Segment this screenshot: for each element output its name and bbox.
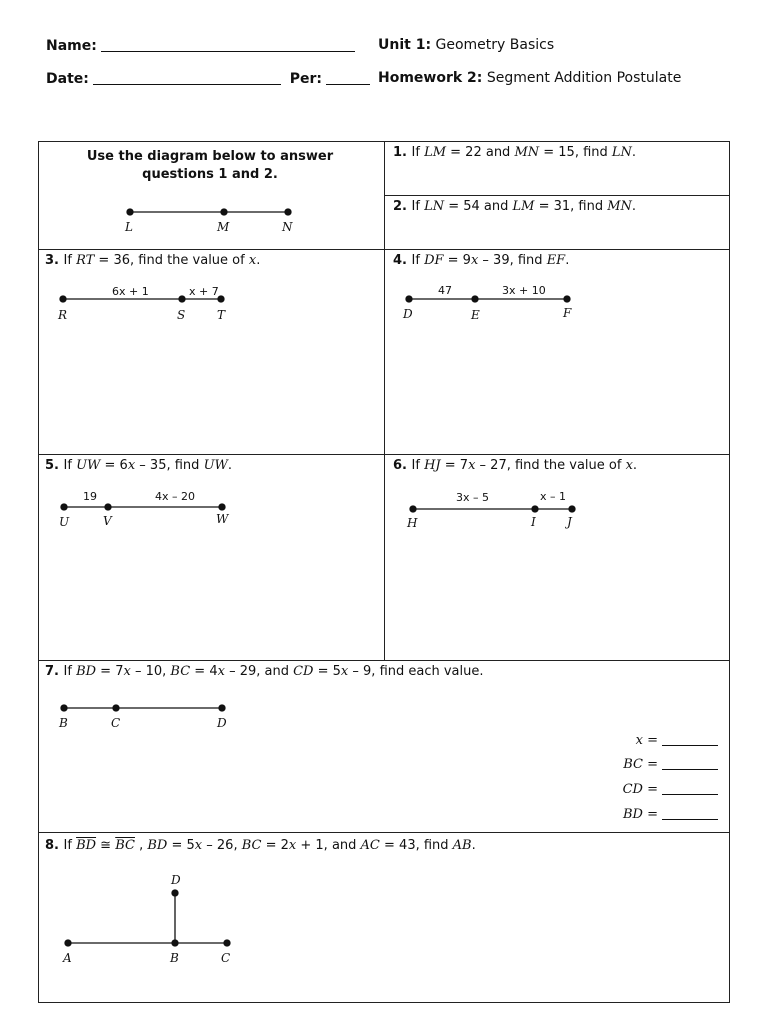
- point-S: [179, 296, 185, 302]
- point-C-q8: [224, 940, 230, 946]
- expr-VW: 4x – 20: [155, 490, 195, 503]
- point-D-q8: [172, 890, 178, 896]
- question-text: = 31, find: [534, 199, 608, 214]
- question-text: – 39, find: [478, 253, 547, 268]
- question-number: 1.: [393, 145, 412, 160]
- label-C: C: [111, 716, 121, 730]
- point-M: [221, 209, 227, 215]
- question-2: 2. If LN = 54 and LM = 31, find MN.: [393, 199, 637, 214]
- label-W: W: [216, 512, 229, 526]
- question-text: = 4: [190, 664, 218, 679]
- math-term: AB: [452, 838, 472, 853]
- math-term: x: [468, 458, 476, 473]
- math-term: EF: [546, 253, 566, 268]
- label-A: A: [63, 951, 72, 965]
- math-term: x: [248, 253, 257, 268]
- question-text: + 1, and: [296, 838, 361, 853]
- question-text: .: [631, 199, 637, 214]
- point-I: [532, 506, 538, 512]
- label-D: D: [403, 307, 413, 321]
- point-N: [285, 209, 291, 215]
- question-number: 2.: [393, 199, 412, 214]
- label-C-q8: C: [221, 951, 231, 965]
- per-label: Per:: [289, 71, 323, 87]
- math-term: AC: [360, 838, 380, 853]
- question-text: – 29, and: [224, 664, 294, 679]
- question-text: .: [227, 458, 233, 473]
- math-term: LM: [512, 199, 535, 214]
- question-text: = 5: [167, 838, 195, 853]
- math-term: BC: [241, 838, 262, 853]
- point-L: [127, 209, 133, 215]
- question-number: 8.: [45, 838, 64, 853]
- label-N: N: [282, 220, 293, 234]
- question-5: 5. If UW = 6x – 35, find UW.: [45, 458, 233, 473]
- math-term: x: [340, 664, 349, 679]
- math-term: MN: [514, 145, 540, 160]
- point-D-q7: [219, 705, 225, 711]
- homework-title: Segment Addition Postulate: [486, 70, 682, 86]
- point-E: [472, 296, 478, 302]
- label-J: J: [567, 515, 572, 529]
- label-M: M: [217, 220, 230, 234]
- answer-bd-blank[interactable]: [662, 807, 718, 820]
- label-R: R: [58, 308, 68, 322]
- label-H: H: [407, 516, 418, 530]
- question-text: = 15, find: [539, 145, 612, 160]
- label-D-q8: D: [171, 873, 181, 887]
- math-term: x: [470, 253, 479, 268]
- question-8: 8. If $\overline{BD}$ ≅ $\overline{BC}$ , BD = 5x – 26, BC = 2x + 1, and AC = 43, find AB.: [45, 838, 476, 853]
- question-text: = 5: [313, 664, 341, 679]
- point-V: [105, 504, 111, 510]
- label-V: V: [103, 514, 112, 528]
- math-term: LM: [424, 145, 447, 160]
- point-C: [113, 705, 119, 711]
- question-text: ≅: [96, 838, 116, 853]
- expr-IJ: x – 1: [540, 490, 567, 503]
- math-term: x: [288, 838, 297, 853]
- name-label: Name:: [46, 38, 97, 54]
- point-B-q8: [172, 940, 178, 946]
- question-text: .: [565, 253, 570, 268]
- point-H: [410, 506, 416, 512]
- expr-EF: 3x + 10: [502, 284, 546, 297]
- question-text: = 54 and: [444, 199, 513, 214]
- math-term: LN: [424, 199, 445, 214]
- question-text: = 2: [261, 838, 289, 853]
- point-B: [61, 705, 67, 711]
- point-A: [65, 940, 71, 946]
- homework-label: Homework 2:: [378, 70, 483, 86]
- math-term: CD: [293, 664, 314, 679]
- answer-bc-blank[interactable]: [662, 757, 718, 770]
- point-J: [569, 506, 575, 512]
- math-term: BD: [147, 838, 168, 853]
- label-T: T: [217, 308, 226, 322]
- question-text: – 27, find the value of: [475, 458, 626, 473]
- math-term: BC: [170, 664, 191, 679]
- question-text: – 26,: [202, 838, 242, 853]
- math-term: UW: [76, 458, 101, 473]
- label-D-q7: D: [217, 716, 227, 730]
- label-B-q8: B: [170, 951, 179, 965]
- question-text: = 9: [443, 253, 471, 268]
- math-term: RT: [76, 253, 95, 268]
- question-1: 1. If LM = 22 and MN = 15, find LN.: [393, 145, 637, 160]
- math-term: LN: [611, 145, 632, 160]
- expr-ST: x + 7: [189, 285, 219, 298]
- date-label: Date:: [46, 71, 89, 87]
- math-term: UW: [203, 458, 228, 473]
- question-text: – 35, find: [135, 458, 204, 473]
- question-text: .: [471, 838, 476, 853]
- point-U: [61, 504, 67, 510]
- answer-bd[interactable]: [623, 807, 718, 822]
- point-R: [60, 296, 66, 302]
- point-D: [406, 296, 412, 302]
- label-S: S: [177, 308, 186, 322]
- point-F: [564, 296, 570, 302]
- answer-x[interactable]: [636, 733, 718, 748]
- question-text: .: [632, 458, 638, 473]
- question-text: = 7: [96, 664, 124, 679]
- math-term: x: [194, 838, 203, 853]
- expr-RS: 6x + 1: [112, 285, 149, 298]
- expr-HI: 3x – 5: [456, 491, 489, 504]
- math-term: HJ: [424, 458, 441, 473]
- point-T: [218, 296, 224, 302]
- question-number: 7.: [45, 664, 64, 679]
- question-4: 4. If DF = 9x – 39, find EF.: [393, 253, 570, 268]
- question-text: – 9, find each value.: [348, 664, 484, 679]
- question-text: .: [631, 145, 637, 160]
- unit-label: Unit 1:: [378, 37, 432, 53]
- question-text: = 6: [100, 458, 128, 473]
- answer-x-label: x =: [635, 733, 658, 748]
- instructions: Use the diagram below to answer questions 1 and 2.: [86, 149, 334, 182]
- answer-bc[interactable]: [623, 757, 718, 772]
- unit-title: Geometry Basics: [435, 37, 555, 53]
- question-text: .: [256, 253, 261, 268]
- label-F: F: [563, 306, 572, 320]
- math-term: x: [127, 458, 136, 473]
- question-number: 6.: [393, 458, 412, 473]
- expr-UV: 19: [83, 490, 97, 503]
- math-term: BD: [76, 664, 97, 679]
- answer-cd-label: CD =: [622, 782, 658, 797]
- answer-bc-label: BC =: [623, 757, 658, 772]
- answer-cd[interactable]: [623, 782, 718, 797]
- question-text: = 7: [440, 458, 469, 473]
- question-text: = 43, find: [379, 838, 453, 853]
- math-term: DF: [424, 253, 444, 268]
- question-text: = 22 and: [446, 145, 515, 160]
- math-term: $\overline{BC}$: [115, 838, 135, 853]
- label-E: E: [471, 308, 480, 322]
- question-text: ,: [134, 838, 148, 853]
- question-number: 4.: [393, 253, 412, 268]
- question-text: – 10,: [130, 664, 171, 679]
- question-number: 5.: [45, 458, 64, 473]
- question-6: 6. If HJ = 7x – 27, find the value of x.: [393, 458, 638, 473]
- point-W: [219, 504, 225, 510]
- math-term: x: [625, 458, 633, 473]
- math-term: x: [217, 664, 225, 679]
- question-text: = 36, find the value of: [94, 253, 249, 268]
- answer-bd-label: BD =: [622, 807, 658, 822]
- label-L: L: [125, 220, 133, 234]
- label-B: B: [59, 716, 68, 730]
- math-term: x: [123, 664, 131, 679]
- label-I: I: [531, 515, 536, 529]
- answer-cd-blank[interactable]: [662, 782, 718, 795]
- answer-x-blank[interactable]: [662, 733, 718, 746]
- question-3: 3. If RT = 36, find the value of x.: [45, 253, 261, 268]
- question-7: 7. If BD = 7x – 10, BC = 4x – 29, and CD = 5x – 9, find each value.: [45, 664, 484, 679]
- math-term: $\overline{BD}$: [76, 838, 97, 853]
- expr-DE: 47: [438, 284, 452, 297]
- question-number: 3.: [45, 253, 64, 268]
- math-term: MN: [607, 199, 632, 214]
- label-U: U: [59, 515, 70, 529]
